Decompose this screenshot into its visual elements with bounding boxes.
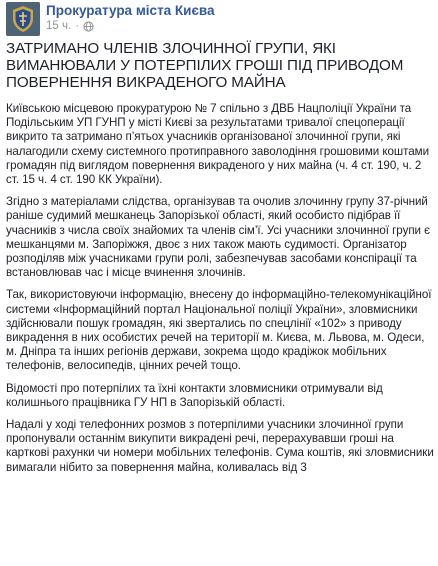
post-headline: ЗАТРИМАНО ЧЛЕНІВ ЗЛОЧИННОЇ ГРУПИ, ЯКІ ВИМАНЮВАЛИ У ПОТЕРПІЛИХ ГРОШІ ПІД ПРИВОДОМ ПОВЕРНЕННЯ ВИКРАДЕНОГО МАЙНА bbox=[6, 40, 404, 91]
post-meta bbox=[46, 20, 94, 32]
post-paragraph: Згідно з матеріалами слідства, організував та очолив злочинну групу 37-річний раніше судимий мешканець Запорізької області, який особисто підібрав її учасників з числа своїх знайомих та членів сім’ї. Усі учасники злочинної групи є мешканцями м. Запоріжжя, двоє з них також мають судимості. Організатор розподіляв між учасниками групи ролі, забезпечував засобами конспірації та встановлював час і місце вчинення злочинів. bbox=[6, 195, 431, 280]
post-paragraph: Київською місцевою прокуратурою № 7 спільно з ДВБ Нацполіції України та Подільським УП ГУНП у місті Києві за результатами тривалої спецоперації викрито та затримано п’ятьох учасників організованої злочинної групи, які налагодили схему системного протиправного заволодіння грошовими коштами громадян під виглядом повернення викраденого у них майна (ч. 4 ст. 190, ч. 2 ст. 15 ч. 4 ст. 190 КК України). bbox=[6, 102, 430, 187]
post-paragraph: Так, використовуючи інформацію, внесену до інформаційно-телекомунікаційної системи «Інформаційний портал Національної поліції України», зловмисники здійснювали пошук громадян, які звертались по спецлінії «102» з приводу викрадення в них особистих речей на території м. Києва, м. Львова, м. Одеси, м. Дніпра та інших регіонів держави, зокрема щодо крадіжок мобільних телефонів, велосипедів, цінних речей тощо. bbox=[6, 288, 432, 373]
page-name-link[interactable]: Прокуратура міста Києва bbox=[46, 3, 215, 18]
post-body bbox=[6, 40, 434, 483]
post-paragraph: Відомості про потерпілих та їхні контакти зловмисники отримували від колишнього працівника ГУ НП в Запорізькій області. bbox=[6, 381, 383, 409]
prosecutor-emblem-icon bbox=[6, 2, 40, 36]
post-paragraph: Надалі у ході телефонних розмов з потерпілими учасники злочинної групи пропонували останнім викупити викрадені речі, перерахувавши гроші на карткові рахунки чи номери мобільних телефонів. Сума коштів, які зловмисники вимагали нібито за повернення майна, коливалась від 3 bbox=[6, 418, 434, 474]
post-timestamp[interactable]: 15 ч. bbox=[46, 20, 72, 32]
meta-separator: · bbox=[75, 20, 80, 32]
globe-icon[interactable] bbox=[83, 21, 94, 32]
page-avatar[interactable] bbox=[6, 2, 40, 36]
post-header bbox=[6, 2, 432, 36]
